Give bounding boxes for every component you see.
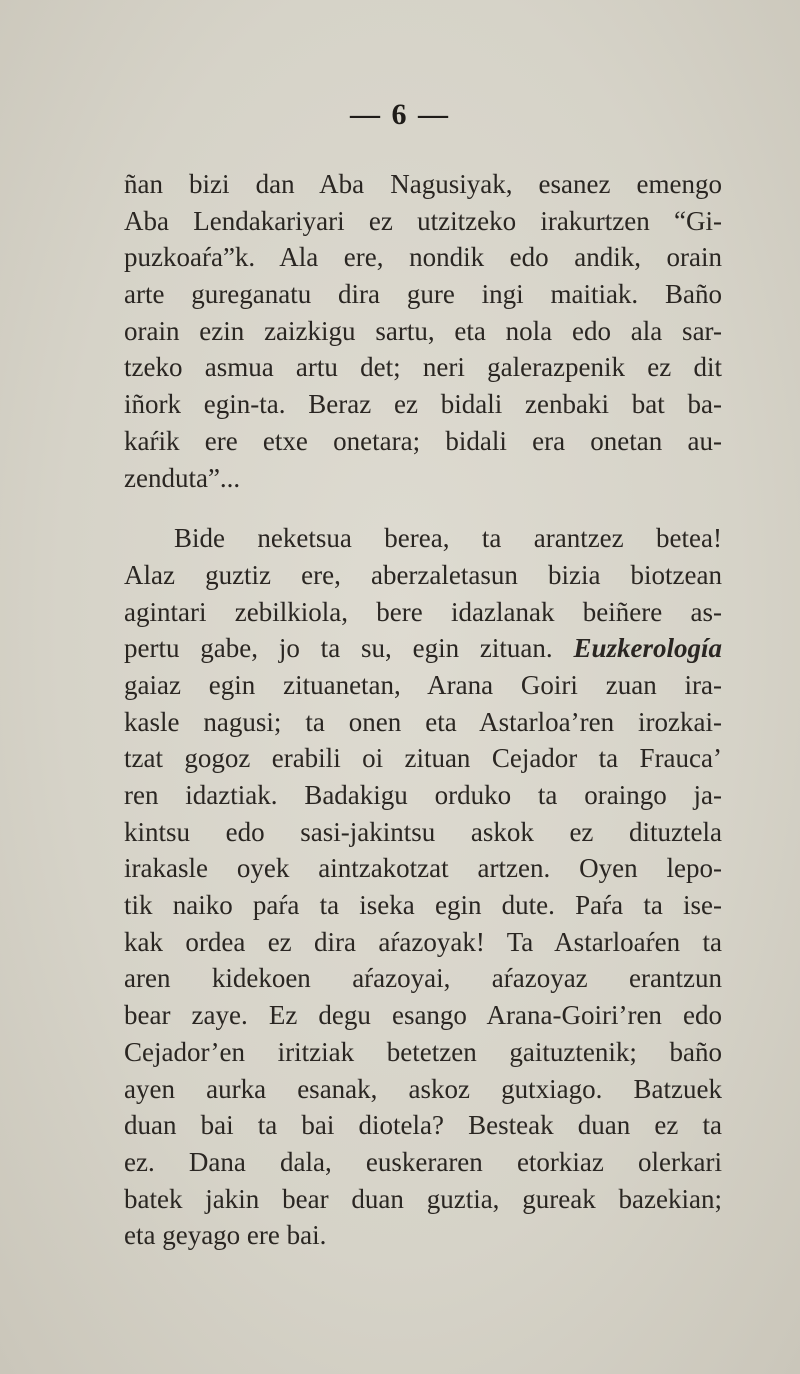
- text-line: tzeko asmua artu det; neri galerazpenik ez dit: [124, 352, 722, 383]
- text-line: batek jakin bear duan guztia, gureak bazekian;: [124, 1183, 722, 1214]
- text-line: ñan bizi dan Aba Nagusiyak, esanez emengo: [124, 169, 722, 199]
- text-line: orain ezin zaizkigu sartu, eta nola edo ala sar-: [124, 315, 722, 346]
- body-text: [124, 166, 722, 1254]
- text-line: bear zaye. Ez degu esango Arana-Goiri’ren edo: [124, 1000, 722, 1031]
- text-segment: pertu gabe, jo ta su, egin zituan.: [124, 633, 553, 664]
- text-line: Alaz guztiz ere, aberzaletasun bizia biotzean: [124, 559, 722, 590]
- text-line: Bide neketsua berea, ta arantzez betea!: [174, 523, 722, 554]
- paragraph-1: [124, 166, 722, 496]
- page-number: — 6 —: [350, 98, 450, 131]
- text-line: ren idaztiak. Badakigu orduko ta oraingo ja-: [124, 780, 722, 810]
- text-line: arte gureganatu dira gure ingi maitiak. Baño: [124, 279, 722, 310]
- text-line: duan bai ta bai diotela? Besteak duan ez ta: [124, 1110, 722, 1141]
- text-line: ez. Dana dala, euskeraren etorkiaz olerkari: [124, 1146, 722, 1177]
- text-line: eta geyago ere bai.: [124, 1220, 327, 1251]
- text-line: kaŕik ere etxe onetara; bidali era onetan au-: [124, 425, 722, 456]
- text-line: irakasle oyek aintzakotzat artzen. Oyen lepo-: [124, 853, 722, 884]
- text-line: puzkoaŕa”k. Ala ere, nondik edo andik, orain: [124, 242, 722, 273]
- italic-term: Euzkerología: [573, 633, 723, 664]
- text-line: agintari zebilkiola, bere idazlanak beiñere as-: [124, 596, 722, 627]
- text-line: aren kidekoen aŕazoyai, aŕazoyaz erantzun: [124, 963, 722, 994]
- text-line: gaiaz egin zituanetan, Arana Goiri zuan ira-: [124, 669, 722, 700]
- text-line-with-term: [124, 630, 722, 667]
- text-line: kasle nagusi; ta onen eta Astarloa’ren irozkai-: [124, 706, 722, 737]
- text-line: Cejador’en iritziak betetzen gaituztenik; baño: [124, 1036, 722, 1067]
- text-line: kintsu edo sasi-jakintsu askok ez dituztela: [124, 816, 722, 847]
- text-line: Aba Lendakariyari ez utzitzeko irakurtzen “Gi-: [124, 205, 722, 236]
- text-line: zenduta”...: [124, 462, 241, 493]
- text-line: iñork egin-ta. Beraz ez bidali zenbaki bat ba-: [124, 389, 722, 420]
- text-line: kak ordea ez dira aŕazoyak! Ta Astarloaŕen ta: [124, 926, 722, 957]
- text-line: ayen aurka esanak, askoz gutxiago. Batzuek: [124, 1073, 722, 1104]
- paragraph-gap: [124, 496, 722, 520]
- text-line: tik naiko paŕa ta iseka egin dute. Paŕa ta ise-: [124, 890, 722, 921]
- text-line: tzat gogoz erabili oi zituan Cejador ta Frauca’: [124, 743, 722, 774]
- paragraph-2: [124, 520, 722, 1254]
